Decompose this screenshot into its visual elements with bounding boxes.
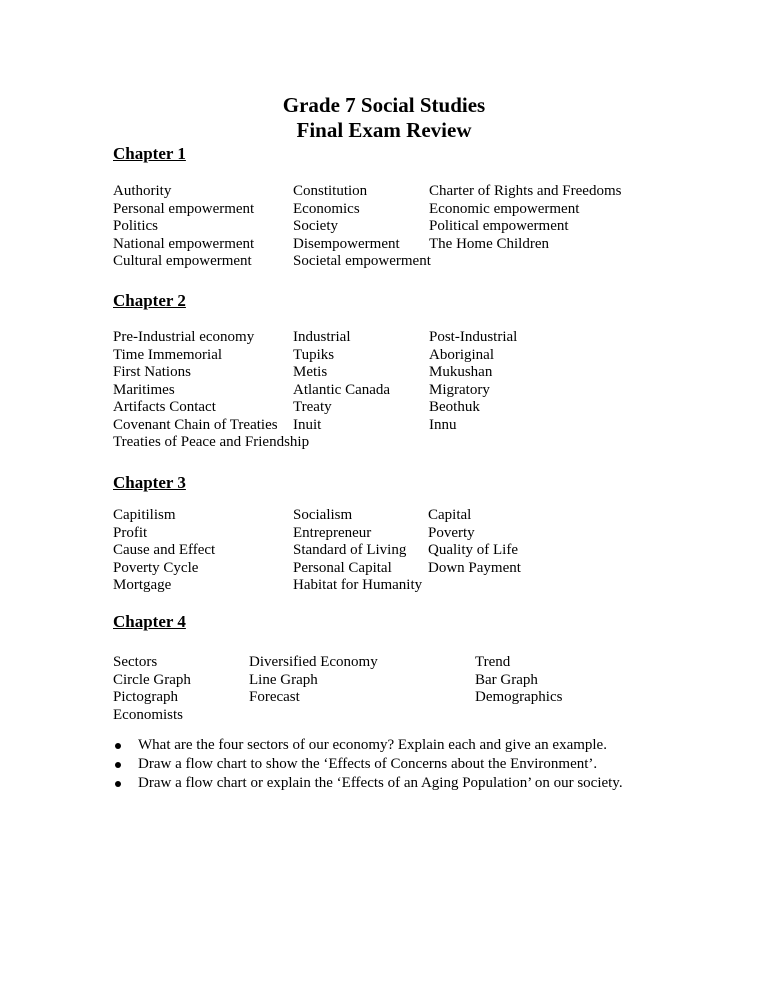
term: First Nations xyxy=(113,364,191,380)
term: National empowerment xyxy=(113,235,255,252)
term: Post-Industrial xyxy=(429,329,518,345)
term: Line Graph xyxy=(249,671,318,688)
title-line-1: Grade 7 Social Studies xyxy=(282,93,486,117)
term: Habitat for Humanity xyxy=(293,577,423,593)
term: Atlantic Canada xyxy=(293,381,391,398)
term: Covenant Chain of Treaties xyxy=(113,416,278,433)
term: Capitilism xyxy=(113,507,176,523)
term: Sectors xyxy=(113,654,158,670)
term: Charter of Rights and Freedoms xyxy=(429,183,622,199)
chapter-1-heading: Chapter 1 xyxy=(113,144,186,163)
term: Treaty xyxy=(293,399,332,415)
term: Bar Graph xyxy=(475,671,538,688)
term: Political empowerment xyxy=(429,218,569,234)
chapter-3-column-2 xyxy=(293,507,422,595)
term: Mukushan xyxy=(429,364,493,380)
term: Migratory xyxy=(429,381,490,398)
chapter-1-column-3 xyxy=(429,183,621,253)
question-text: Draw a flow chart to show the ‘Effects of Concerns about the Environment’. xyxy=(138,756,598,772)
term: The Home Children xyxy=(429,235,549,252)
term: Socialism xyxy=(293,507,353,523)
term: Inuit xyxy=(293,416,322,433)
term: Poverty Cycle xyxy=(113,559,199,576)
term: Mortgage xyxy=(113,577,172,593)
chapter-4-column-3 xyxy=(475,654,562,707)
question-item xyxy=(113,737,623,756)
term: Beothuk xyxy=(429,399,480,415)
term: Personal empowerment xyxy=(113,200,255,217)
term: Circle Graph xyxy=(113,671,191,688)
term: Disempowerment xyxy=(293,235,400,252)
term: Personal Capital xyxy=(293,559,392,576)
term: Economics xyxy=(293,200,360,217)
bullet-icon xyxy=(115,781,121,787)
term: Entrepreneur xyxy=(293,524,372,541)
bullet-icon xyxy=(115,762,121,768)
chapter-3-heading: Chapter 3 xyxy=(113,473,186,492)
term: Profit xyxy=(113,524,148,541)
term: Poverty xyxy=(428,524,475,541)
term: Treaties of Peace and Friendship xyxy=(113,434,310,450)
bullet-icon xyxy=(115,743,121,749)
term: Tupiks xyxy=(293,346,335,363)
term: Cultural empowerment xyxy=(113,253,252,269)
term: Aboriginal xyxy=(429,346,494,363)
chapter-3-column-1 xyxy=(113,507,215,595)
term: Down Payment xyxy=(428,559,521,576)
chapter-2-column-3 xyxy=(429,329,517,434)
term: Industrial xyxy=(293,329,351,345)
term: Pictograph xyxy=(113,689,178,705)
term: Maritimes xyxy=(113,381,175,398)
chapter-3-column-3 xyxy=(428,507,521,577)
chapter-4-column-2 xyxy=(249,654,378,707)
term: Cause and Effect xyxy=(113,542,216,558)
term: Pre-Industrial economy xyxy=(113,329,255,345)
chapter-2-column-2 xyxy=(293,329,390,434)
term: Capital xyxy=(428,507,472,523)
question-text: Draw a flow chart or explain the ‘Effects of an Aging Population’ on our society. xyxy=(138,775,623,791)
question-list xyxy=(113,737,623,794)
term: Trend xyxy=(475,654,511,670)
term: Society xyxy=(293,218,338,234)
question-item xyxy=(113,775,623,794)
term: Artifacts Contact xyxy=(113,399,216,415)
chapter-4-heading: Chapter 4 xyxy=(113,612,186,631)
term: Politics xyxy=(113,218,159,234)
term: Diversified Economy xyxy=(249,654,378,670)
term: Time Immemorial xyxy=(113,346,223,363)
title-line-2: Final Exam Review xyxy=(296,118,472,142)
term: Metis xyxy=(293,364,328,380)
question-item xyxy=(113,756,623,775)
term: Authority xyxy=(113,183,172,199)
term: Economists xyxy=(113,706,183,723)
question-text: What are the four sectors of our economy? Explain each and give an example. xyxy=(138,737,607,753)
chapter-4-column-1 xyxy=(113,654,191,724)
term: Constitution xyxy=(293,183,368,199)
chapter-1-column-2 xyxy=(293,183,431,271)
term: Innu xyxy=(429,416,457,433)
chapter-2-heading: Chapter 2 xyxy=(113,291,186,310)
chapter-1-column-1 xyxy=(113,183,254,271)
term: Quality of Life xyxy=(428,542,518,558)
term: Forecast xyxy=(249,689,300,705)
term: Societal empowerment xyxy=(293,253,431,269)
term: Demographics xyxy=(475,689,563,705)
term: Standard of Living xyxy=(293,542,407,558)
term: Economic empowerment xyxy=(429,200,580,217)
chapter-2-column-1 xyxy=(113,329,309,452)
